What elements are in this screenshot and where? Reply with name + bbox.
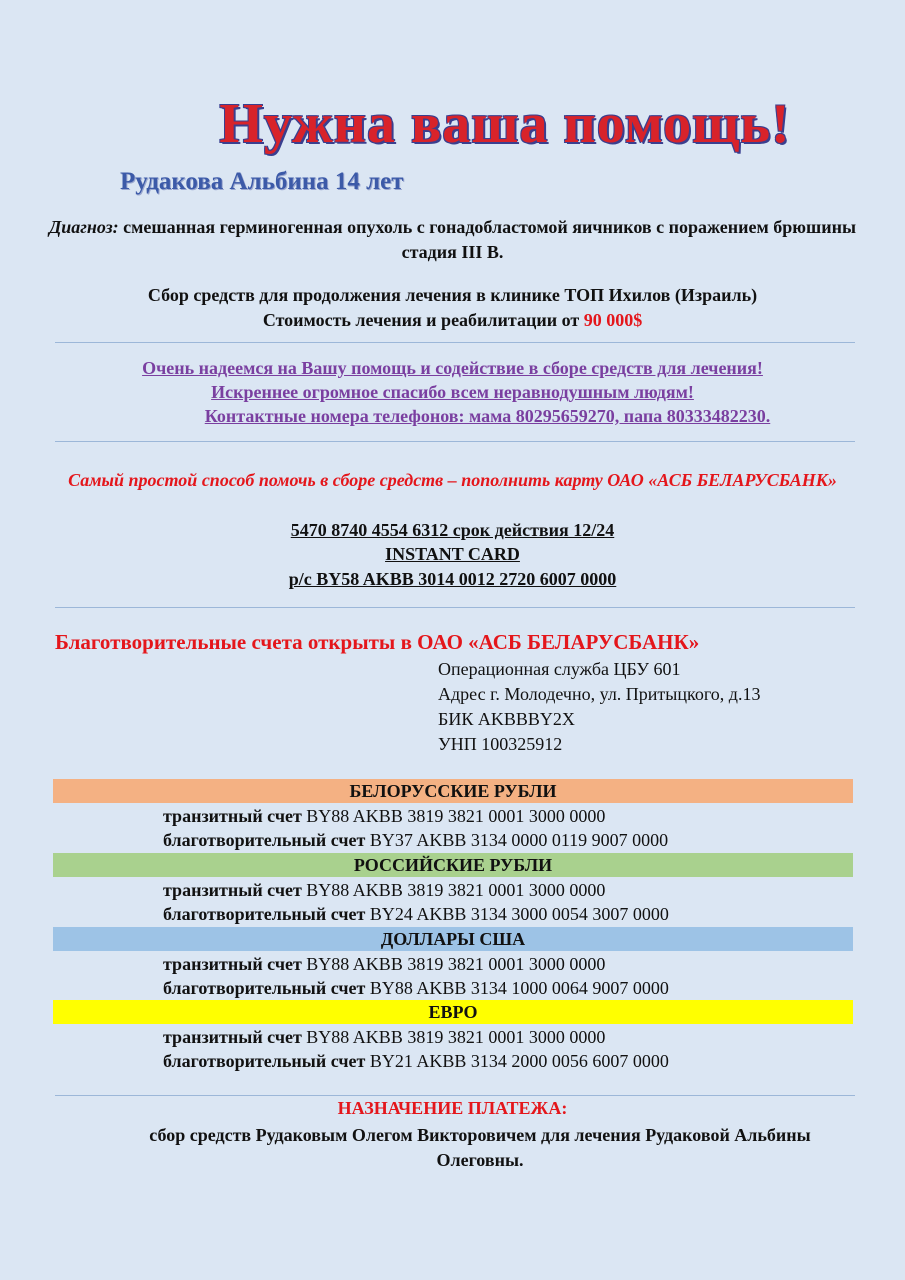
currency-band: ДОЛЛАРЫ США <box>53 927 853 951</box>
currency-band: ЕВРО <box>53 1000 853 1024</box>
fundraising-amount: 90 000$ <box>583 310 643 330</box>
appeal-line1: Очень надеемся на Вашу помощь и содействие в сборе средств для лечения! <box>142 358 763 378</box>
currency-band: БЕЛОРУССКИЕ РУБЛИ <box>53 779 853 803</box>
patient-name: Рудакова Альбина 14 лет <box>120 168 404 195</box>
transit-account: транзитный счет BY88 AKBB 3819 3821 0001 3000 0000 <box>163 880 606 900</box>
diagnosis <box>40 215 865 265</box>
transit-account: транзитный счет BY88 AKBB 3819 3821 0001 3000 0000 <box>163 1027 606 1047</box>
divider <box>55 607 855 608</box>
card-account: р/с BY58 AKBB 3014 0012 2720 6007 0000 <box>288 569 617 589</box>
bank-bic: БИК AKBBBY2X <box>438 709 575 729</box>
transit-account: транзитный счет BY88 AKBB 3819 3821 0001 3000 0000 <box>163 954 606 974</box>
bank-info <box>438 657 760 757</box>
charity-account: благотворительный счет BY88 AKBB 3134 1000 0064 9007 0000 <box>163 978 669 998</box>
divider <box>55 441 855 442</box>
appeal-line2: Искреннее огромное спасибо всем неравнодушным людям! <box>211 382 694 402</box>
charity-account: благотворительный счет BY21 AKBB 3134 2000 0056 6007 0000 <box>163 1051 669 1071</box>
charity-account: благотворительный счет BY24 AKBB 3134 3000 0054 3007 0000 <box>163 904 669 924</box>
fundraising-info <box>40 283 865 333</box>
simple-way-text: Самый простой способ помочь в сборе средств – пополнить карту ОАО «АСБ БЕЛАРУСБАНК» <box>68 470 837 490</box>
page-title: Нужна ваша помощь! <box>219 93 791 155</box>
purpose-heading: НАЗНАЧЕНИЕ ПЛАТЕЖА: <box>337 1098 568 1118</box>
bank-service: Операционная служба ЦБУ 601 <box>438 659 681 679</box>
diagnosis-label: Диагноз: <box>48 217 119 237</box>
fundraising-line1: Сбор средств для продолжения лечения в клинике ТОП Ихилов (Израиль) <box>147 285 758 305</box>
divider <box>55 342 855 343</box>
purpose-text: сбор средств Рудаковым Олегом Викторовичем для лечения Рудаковой Альбины Олеговны. <box>149 1125 811 1170</box>
divider <box>55 1095 855 1096</box>
bank-address: Адрес г. Молодечно, ул. Притыцкого, д.13 <box>438 684 761 704</box>
card-type: INSTANT CARD <box>385 544 520 564</box>
appeal-contacts: Контактные номера телефонов: мама 80295659270, папа 80333482230. <box>204 406 771 426</box>
charity-account: благотворительный счет BY37 AKBB 3134 0000 0119 9007 0000 <box>163 830 669 850</box>
diagnosis-text: смешанная герминогенная опухоль с гонадобластомой яичников с поражением брюшины стадия III B. <box>118 217 857 262</box>
transit-account: транзитный счет BY88 AKBB 3819 3821 0001 3000 0000 <box>163 806 606 826</box>
bank-unp: УНП 100325912 <box>438 734 563 754</box>
card-number: 5470 8740 4554 6312 срок действия 12/24 <box>290 520 615 540</box>
fundraising-line2: Стоимость лечения и реабилитации от <box>262 310 584 330</box>
currency-band: РОССИЙСКИЕ РУБЛИ <box>53 853 853 877</box>
bank-heading: Благотворительные счета открыты в ОАО «АСБ БЕЛАРУСБАНК» <box>55 630 700 654</box>
